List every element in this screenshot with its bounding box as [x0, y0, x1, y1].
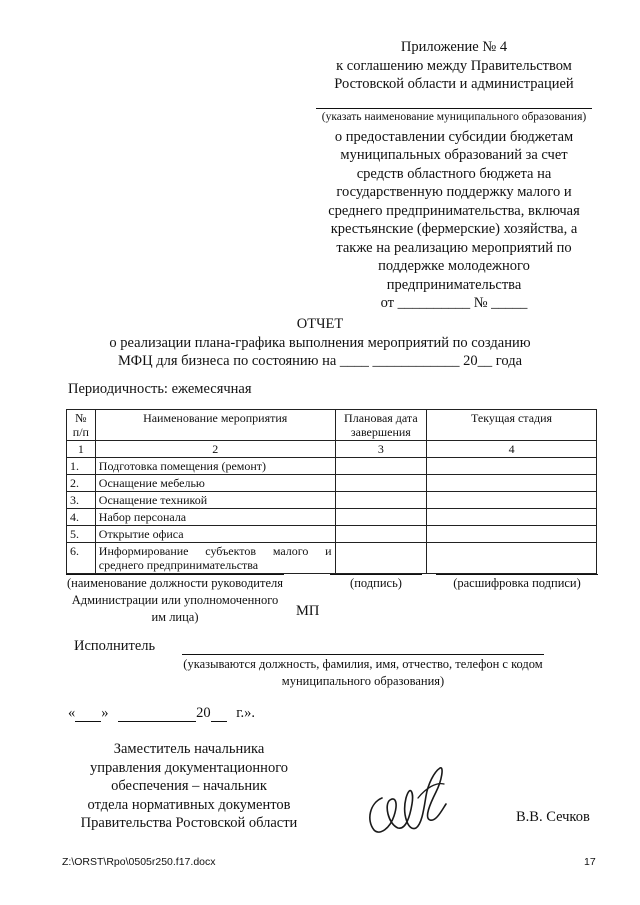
- report-title: ОТЧЕТ: [296, 316, 344, 332]
- report-title-block: [60, 315, 580, 371]
- table-row: [67, 475, 597, 492]
- row-stage: [427, 458, 597, 475]
- subject-line: также на реализацию мероприятий по: [336, 239, 572, 256]
- table-header-row: [67, 410, 597, 441]
- report-subtitle-line: МФЦ для бизнеса по состоянию на ____ ____________ 20__ года: [117, 353, 523, 369]
- row-num: 3.: [67, 492, 96, 509]
- stamp-place: МП: [296, 603, 320, 619]
- date-open-quote: «: [68, 705, 76, 721]
- row-stage: [427, 543, 597, 574]
- table-row: [67, 458, 597, 475]
- column-number: 4: [427, 441, 597, 458]
- plan-table: [66, 409, 597, 574]
- row-date: [335, 509, 427, 526]
- table-row: [67, 543, 597, 574]
- row-date: [335, 526, 427, 543]
- header-stage: Текущая стадия: [427, 410, 597, 441]
- row-stage: [427, 526, 597, 543]
- table-row: [67, 526, 597, 543]
- row-num: 5.: [67, 526, 96, 543]
- subject-line: среднего предпринимательства, включая: [328, 202, 580, 219]
- row-stage: [427, 492, 597, 509]
- agreement-date-line: от __________ № _____: [380, 295, 528, 311]
- report-subtitle-line: о реализации плана-графика выполнения мероприятий по созданию: [109, 334, 531, 351]
- date-close-quote: »: [101, 705, 109, 721]
- appendix-line: Ростовской области и администрацией: [334, 76, 574, 92]
- row-date: [335, 492, 427, 509]
- row-activity: Набор персонала: [95, 509, 335, 526]
- row-date: [335, 458, 427, 475]
- year-prefix: 20: [196, 705, 211, 721]
- header-num: № п/п: [67, 410, 96, 441]
- signer-title-line: управления документационного: [89, 759, 289, 776]
- periodicity: Периодичность: ежемесячная: [68, 381, 252, 397]
- row-num: 2.: [67, 475, 96, 492]
- subject-line: средств областного бюджета на: [356, 165, 552, 182]
- table-row: [67, 509, 597, 526]
- row-activity: Открытие офиса: [95, 526, 335, 543]
- subject-line: крестьянские (фермерские) хозяйства, а: [330, 221, 578, 237]
- row-date: [335, 475, 427, 492]
- row-activity: Информирование субъектов малого и среднего предпринимательства: [95, 543, 335, 574]
- row-activity: Оснащение техникой: [95, 492, 335, 509]
- signer-name: В.В. Сечков: [516, 809, 590, 825]
- row-num: 4.: [67, 509, 96, 526]
- signer-title-line: Заместитель начальника: [113, 741, 265, 757]
- column-number: 3: [335, 441, 427, 458]
- year-suffix: г.».: [236, 705, 256, 721]
- signature-caption: (подпись): [350, 576, 402, 590]
- day-blank: [75, 706, 101, 722]
- signer-title-line: Правительства Ростовской области: [80, 815, 298, 831]
- subject-line: поддержке молодежного: [378, 258, 530, 274]
- date-line: [68, 705, 255, 722]
- appendix-line: к соглашению между Правительством: [336, 57, 572, 74]
- row-activity: Оснащение мебелью: [95, 475, 335, 492]
- handwritten-signature: [360, 758, 450, 838]
- subject-line: о предоставлении субсидии бюджетам: [334, 128, 574, 145]
- signer-title-line: обеспечения – начальник: [111, 778, 267, 794]
- column-number: 2: [95, 441, 335, 458]
- table-row: [67, 492, 597, 509]
- executor-label: Исполнитель: [74, 638, 156, 654]
- row-num: 6.: [67, 543, 96, 574]
- executor-line: [182, 654, 544, 655]
- decoding-caption: (расшифровка подписи): [453, 576, 581, 590]
- row-stage: [427, 475, 597, 492]
- header-planned-date: Плановая дата завершения: [335, 410, 427, 441]
- row-activity: Подготовка помещения (ремонт): [95, 458, 335, 475]
- file-path: Z:\ORST\Rpo\0505r250.f17.docx: [62, 856, 216, 868]
- executor-caption: (указываются должность, фамилия, имя, отчество, телефон с кодом муниципального образования): [183, 657, 543, 688]
- row-num: 1.: [67, 458, 96, 475]
- appendix-subject: [312, 128, 596, 313]
- position-caption: (наименование должности руководителя Администрации или уполномоченного им лица): [67, 576, 283, 624]
- month-blank: [118, 706, 196, 722]
- column-number: 1: [67, 441, 96, 458]
- subject-line: предпринимательства: [386, 276, 522, 293]
- municipality-caption: (указать наименование муниципального образования): [321, 110, 587, 123]
- row-date: [335, 543, 427, 574]
- appendix-header: [312, 38, 596, 313]
- column-number-row: [67, 441, 597, 458]
- page-number: 17: [584, 856, 596, 868]
- year-blank: [211, 706, 227, 722]
- header-activity: Наименование мероприятия: [95, 410, 335, 441]
- appendix-line: Приложение № 4: [400, 39, 508, 55]
- row-stage: [427, 509, 597, 526]
- signer-title: [60, 740, 318, 833]
- subject-line: муниципальных образований за счет: [340, 147, 568, 163]
- signer-title-line: отдела нормативных документов: [87, 796, 291, 813]
- subject-line: государственную поддержку малого и: [336, 184, 572, 200]
